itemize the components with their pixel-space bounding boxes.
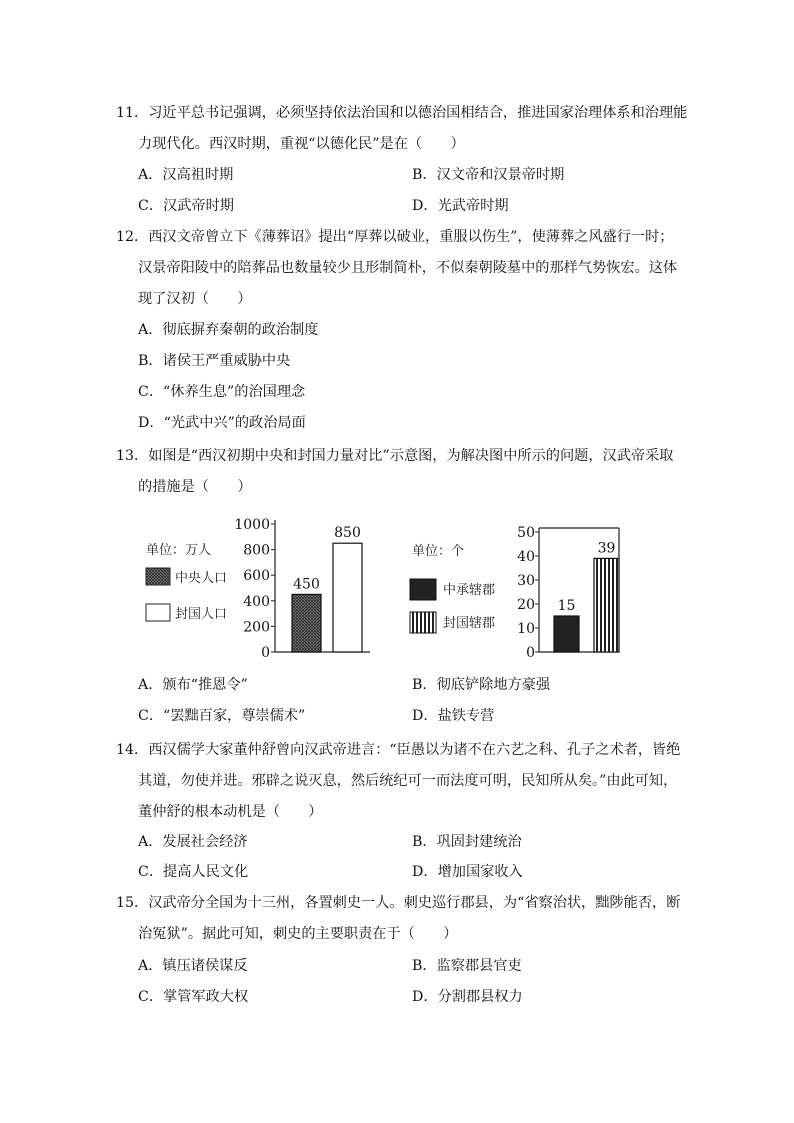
q14-option-b[interactable]: B．巩固封建统治 (412, 834, 522, 850)
q13-stem-line-2: 的措施是（ ） (138, 479, 252, 495)
chart2-y-tick-label: 30 (517, 573, 535, 589)
q12-stem-line-1: 12．西汉文帝曾立下《薄葬诏》提出“厚葬以破业，重服以伤生”，使薄葬之风盛行一时； (116, 229, 674, 245)
chart1-y-tick-label: 600 (243, 568, 270, 585)
q14-option-c[interactable]: C．提高人民文化 (138, 864, 249, 880)
chart2-legend-swatch-fief (410, 612, 436, 633)
chart1-plot (234, 517, 370, 661)
chart1-legend-label-fief: 封国人口 (175, 607, 228, 622)
q13-option-c[interactable]: C．“罢黜百家，尊崇儒术” (138, 708, 306, 724)
q14-stem-line-3: 董仲舒的根本动机是（ ） (138, 804, 323, 820)
chart2-legend-label-fief: 封国辖郡 (443, 616, 496, 631)
q13-option-a[interactable]: A．颁布“推恩令” (138, 677, 248, 693)
chart1-unit-label: 单位：万人 (146, 543, 212, 558)
chart1-legend-swatch-fief (146, 604, 170, 621)
q15-option-c[interactable]: C．掌管军政大权 (138, 989, 249, 1005)
chart2-data-label-2: 39 (597, 540, 616, 557)
chart1-data-label-1: 450 (293, 576, 320, 593)
q12-option-c[interactable]: C．“休养生息”的治国理念 (138, 384, 306, 400)
q11-stem-line-2: 力现代化。西汉时期，重视“以德化民”是在（ ） (138, 136, 465, 152)
chart2-data-label-1: 15 (557, 598, 576, 614)
q13-stem-line-1: 13．如图是“西汉初期中央和封国力量对比”示意图，为解决图中所示的问题，汉武帝采取 (116, 448, 674, 464)
chart1-bar-1 (292, 594, 321, 652)
chart1-data-label-2: 850 (334, 525, 361, 542)
q11-option-a[interactable]: A．汉高祖时期 (138, 167, 234, 183)
q12-option-b[interactable]: B．诸侯王严重威胁中央 (138, 353, 291, 369)
chart1-bar-2 (333, 543, 362, 652)
chart1-y-tick-label: 800 (243, 542, 270, 559)
q14-stem-line-1: 14．西汉儒学大家董仲舒曾向汉武帝进言：“臣愚以为诸不在六艺之科、孔子之术者，皆绝 (116, 742, 681, 758)
q13-charts-figure (0, 505, 794, 665)
q14-option-a[interactable]: A．发展社会经济 (138, 834, 248, 850)
q13-option-d[interactable]: D．盐铁专营 (412, 708, 495, 724)
q14-stem-line-2: 其道，勿使并进。邪辟之说灭息，然后统纪可一而法度可明，民知所从矣。”由此可知， (138, 773, 678, 789)
chart2-y-tick-label: 50 (517, 525, 535, 541)
chart2-legend-label-central: 中承辖郡 (443, 583, 496, 598)
q12-option-d[interactable]: D．“光武中兴”的政治局面 (138, 415, 306, 431)
q11-stem-line-1: 11．习近平总书记强调，必须坚持依法治国和以德治国相结合，推进国家治理体系和治理能 (116, 105, 688, 121)
q15-option-b[interactable]: B．监察郡县官吏 (412, 958, 522, 974)
q15-option-a[interactable]: A．镇压诸侯谋反 (138, 958, 248, 974)
chart2-y-tick-label: 40 (517, 549, 535, 565)
q14-option-d[interactable]: D．增加国家收入 (412, 864, 523, 880)
q13-option-b[interactable]: B．彻底铲除地方豪强 (412, 677, 551, 693)
q12-option-a[interactable]: A．彻底摒弃秦朝的政治制度 (138, 322, 319, 338)
chart1-y-tick-label: 1000 (234, 517, 270, 533)
chart1-legend-label-central: 中央人口 (175, 571, 228, 586)
q11-option-c[interactable]: C．汉武帝时期 (138, 198, 234, 214)
chart1-y-tick-label: 0 (261, 645, 270, 661)
q11-option-b[interactable]: B．汉文帝和汉景帝时期 (412, 167, 565, 183)
chart2-bar-2 (594, 558, 619, 652)
chart2-bar-1 (554, 616, 579, 652)
chart2-y-tick-label: 0 (526, 645, 535, 661)
chart2-unit-label: 单位：个 (412, 544, 465, 559)
chart1-y-tick-label: 200 (243, 619, 270, 636)
q12-stem-line-3: 现了汉初（ ） (138, 291, 252, 307)
chart2-y-tick-label: 10 (517, 621, 535, 637)
q11-option-d[interactable]: D．光武帝时期 (412, 198, 509, 214)
q12-stem-line-2: 汉景帝阳陵中的陪葬品也数量较少且形制简朴，不似秦朝陵墓中的那样气势恢宏。这体 (138, 260, 678, 276)
q15-stem-line-1: 15．汉武帝分全国为十三州，各置刺史一人。刺史巡行郡县，为“省察治状，黜陟能否，断 (116, 895, 681, 911)
chart1-y-tick-label: 400 (243, 593, 270, 610)
q15-stem-line-2: 治冤狱”。据此可知，刺史的主要职责在于（ ） (138, 926, 458, 942)
chart2-plot (517, 525, 619, 661)
q15-option-d[interactable]: D．分割郡县权力 (412, 989, 523, 1005)
chart1-legend-swatch-central (146, 568, 170, 585)
chart2-y-tick-label: 20 (517, 597, 535, 613)
chart2-legend-swatch-central (410, 579, 436, 600)
